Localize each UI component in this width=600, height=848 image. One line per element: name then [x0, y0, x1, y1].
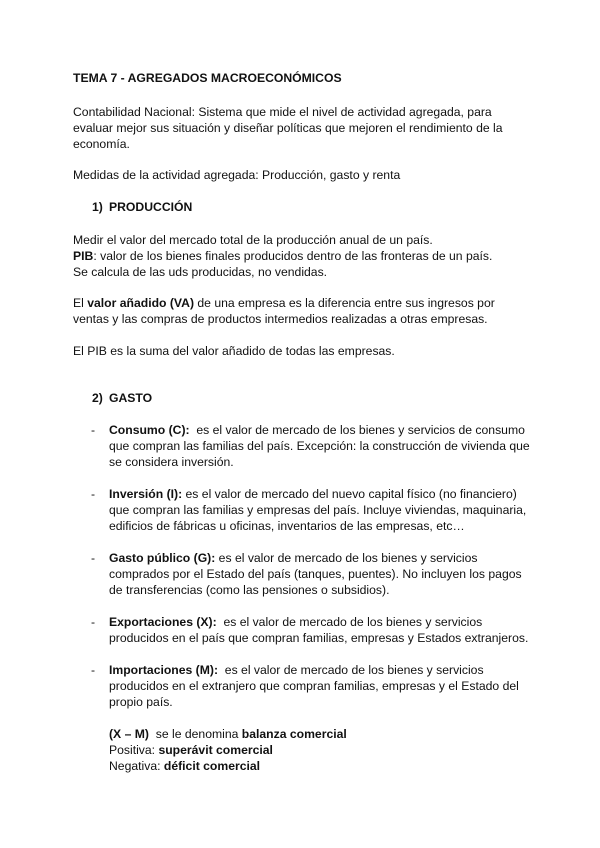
expenditure-item-line — [109, 502, 526, 518]
expenditure-item-line — [109, 566, 522, 582]
bold-text: valor añadido (VA) — [87, 296, 194, 310]
trade-balance-line — [109, 742, 273, 758]
text-run: Medir el valor del mercado total de la producción anual de un país. — [73, 233, 433, 247]
bullet-dash: - — [91, 487, 96, 501]
bold-text: Gasto público (G): — [109, 551, 216, 565]
expenditure-item-line — [109, 438, 530, 454]
intro-line — [73, 136, 130, 152]
text-run: es el valor de mercado de los bienes y servicios — [218, 663, 484, 677]
expenditure-item-line — [109, 550, 477, 566]
intro-line — [73, 104, 492, 120]
expenditure-item-line — [109, 422, 525, 438]
bold-text: déficit comercial — [163, 759, 261, 773]
bold-text: Exportaciones (X): — [109, 615, 217, 629]
expenditure-item-line — [109, 630, 528, 646]
text-run: de transferencias (como las pensiones o subsidios). — [109, 583, 390, 597]
text-run: es el valor de mercado del nuevo capital físico (no financiero) — [182, 487, 517, 501]
document-title: TEMA 7 - AGREGADOS MACROECONÓMICOS — [73, 71, 342, 85]
bold-text: balanza comercial — [241, 727, 347, 741]
trade-balance-line — [109, 726, 347, 742]
section1-heading: PRODUCCIÓN — [109, 200, 193, 214]
bullet-dash: - — [91, 551, 96, 565]
text-run: El PIB es la suma del valor añadido de todas las empresas. — [73, 344, 395, 358]
production-line — [73, 343, 395, 359]
production-line — [73, 311, 488, 327]
bullet-dash: - — [91, 423, 96, 437]
expenditure-item-line — [109, 678, 519, 694]
production-line — [73, 295, 495, 311]
production-line — [73, 248, 492, 264]
text-run: El — [73, 296, 88, 310]
expenditure-item-line — [109, 662, 484, 678]
text-run: evaluar mejor sus situación y diseñar políticas que mejoren el rendimiento de la — [73, 121, 503, 135]
expenditure-item-line — [109, 454, 234, 470]
bold-text: (X – M) — [109, 727, 149, 741]
text-run: Positiva: — [109, 743, 159, 757]
expenditure-item-line — [109, 614, 482, 630]
section2-number: 2) — [92, 391, 103, 405]
expenditure-item-line — [109, 694, 173, 710]
text-run: es el valor de mercado de los bienes y servicios — [215, 551, 478, 565]
bold-text: Importaciones (M): — [109, 663, 219, 677]
text-run: producidos en el extranjero que compran familias, empresas y el Estado del — [109, 679, 519, 693]
text-run: se le denomina — [148, 727, 242, 741]
text-run: que compran las familias y empresas del país. Incluye viviendas, maquinaria, — [109, 503, 527, 517]
text-run: edificios de fábricas u oficinas, inventarios de las empresas, etc… — [109, 519, 465, 533]
measures-line: Medidas de la actividad agregada: Producción, gasto y renta — [73, 168, 401, 182]
expenditure-item-line — [109, 582, 389, 598]
text-run: ventas y las compras de productos intermedios realizadas a otras empresas. — [73, 312, 488, 326]
text-run: producidos en el país que compran familias, empresas y Estados extranjeros. — [109, 631, 529, 645]
text-run: comprados por el Estado del país (tanques, puentes). No incluyen los pagos — [109, 567, 522, 581]
section1-number: 1) — [92, 200, 103, 214]
bullet-dash: - — [91, 615, 96, 629]
intro-line — [73, 120, 503, 136]
text-run: Contabilidad Nacional: Sistema que mide el nivel de actividad agregada, para — [73, 105, 492, 119]
text-run: se considera inversión. — [109, 455, 234, 469]
bold-text: Consumo (C): — [109, 423, 190, 437]
text-run: es el valor de mercado de los bienes y servicios de consumo — [189, 423, 525, 437]
text-run: propio país. — [109, 695, 173, 709]
text-run: : valor de los bienes finales producidos dentro de las fronteras de un país. — [93, 249, 493, 263]
text-run: economía. — [73, 137, 130, 151]
bullet-dash: - — [91, 663, 96, 677]
text-run: Negativa: — [109, 759, 164, 773]
text-run: es el valor de mercado de los bienes y servicios — [216, 615, 483, 629]
section2-heading: GASTO — [109, 391, 153, 405]
trade-balance-line — [109, 758, 260, 774]
expenditure-item-line — [109, 486, 517, 502]
expenditure-item-line — [109, 518, 465, 534]
bold-text: superávit comercial — [158, 743, 273, 757]
production-line — [73, 232, 433, 248]
text-run: que compran las familias del país. Excepción: la construcción de vivienda que — [109, 439, 530, 453]
text-run: de una empresa es la diferencia entre sus ingresos por — [194, 296, 495, 310]
bold-text: Inversión (I): — [109, 487, 183, 501]
production-line — [73, 264, 327, 280]
bold-text: PIB — [73, 249, 94, 263]
text-run: Se calcula de las uds producidas, no vendidas. — [73, 265, 328, 279]
